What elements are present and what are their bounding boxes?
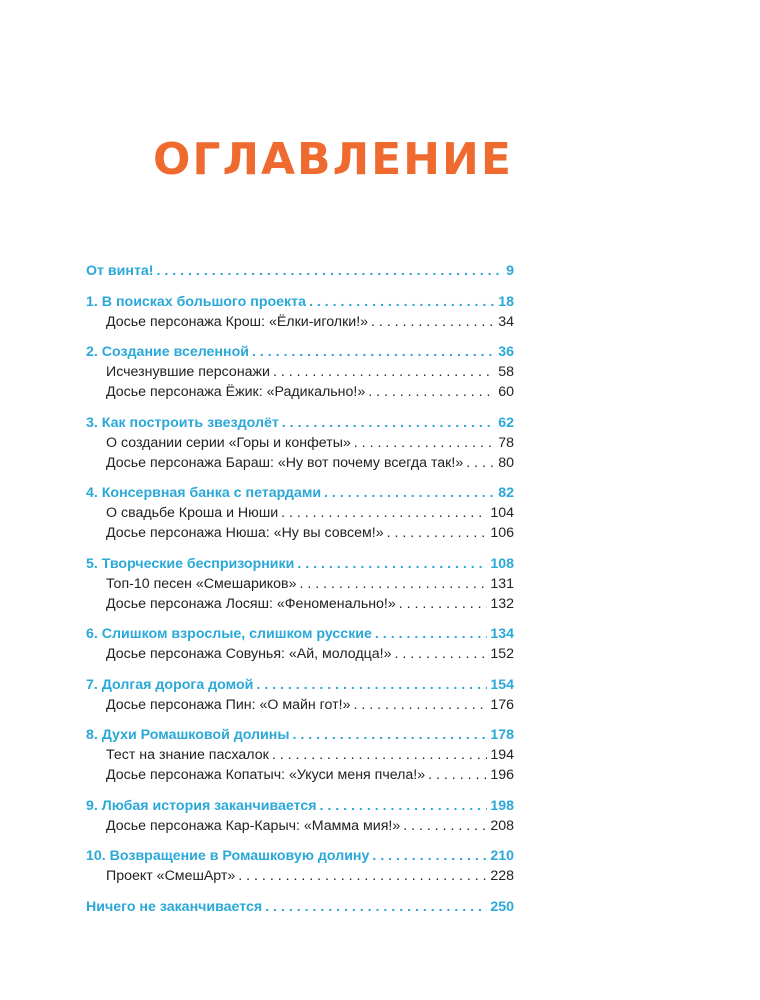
chapter-title: 4. Консервная банка с петардами [86,485,322,501]
toc-section [86,483,514,543]
page-title: ОГЛАВЛЕНИЕ [153,134,513,185]
dot-leader [256,675,487,695]
entry-title: Досье персонажа Копатыч: «Укуси меня пчела!» [106,767,426,783]
entry-title: Тест на знание пасхалок [106,747,269,763]
chapter-title: Ничего не заканчивается [86,898,263,915]
page-number: 106 [490,525,514,541]
toc-section [86,342,514,402]
dot-leader [265,897,487,917]
toc-chapter-entry[interactable] [86,483,514,503]
toc-sub-entry[interactable] [86,523,514,543]
dot-leader [371,312,495,332]
chapter-title: 1. В поисках большого проекта [86,293,306,310]
toc-sub-entry[interactable] [86,765,514,785]
dot-leader [299,574,487,594]
dot-leader [282,413,495,433]
page-number: 228 [490,868,514,884]
toc-chapter-entry[interactable] [86,342,514,362]
page-number: 178 [490,727,514,743]
toc-chapter-entry[interactable] [86,846,514,866]
toc-section [86,554,514,614]
page-number: 108 [490,555,514,572]
chapter-title: 7. Долгая дорога домой [86,676,254,693]
toc-chapter-entry[interactable] [86,796,514,816]
toc-chapter-entry[interactable] [86,292,514,312]
dot-leader [372,846,487,866]
toc-chapter-entry[interactable] [86,725,514,745]
toc-sub-entry[interactable] [86,695,514,715]
dot-leader [399,594,488,614]
toc-chapter-entry[interactable] [86,624,514,644]
page-number: 9 [506,263,514,279]
chapter-title: 5. Творческие беспризорники [86,555,295,572]
dot-leader [466,453,495,473]
dot-leader [292,725,487,745]
entry-title: Досье персонажа Крош: «Ёлки-иголки!» [106,313,369,330]
toc-section [86,897,514,917]
chapter-title: 6. Слишком взрослые, слишком русские [86,626,372,642]
dot-leader [272,745,488,765]
chapter-title: 9. Любая история заканчивается [86,797,317,814]
page-number: 250 [490,898,514,915]
page-number: 208 [490,817,514,834]
toc-sub-entry[interactable] [86,816,514,836]
page-number: 78 [498,434,514,451]
toc-sub-entry[interactable] [86,503,514,523]
entry-title: Досье персонажа Кар-Карыч: «Мамма мия!» [106,817,401,834]
toc-section [86,675,514,715]
page-number: 131 [490,575,514,592]
toc-sub-entry[interactable] [86,866,514,886]
entry-title: Досье персонажа Лосяш: «Феноменально!» [106,595,396,612]
page-number: 80 [498,454,514,471]
entry-title: Топ-10 песен «Смешариков» [106,575,297,592]
dot-leader [252,342,495,362]
dot-leader [354,433,495,453]
dot-leader [387,523,488,543]
dot-leader [157,261,504,281]
entry-title: О свадьбе Кроша и Нюши [106,505,279,521]
dot-leader [324,483,495,503]
chapter-title: От винта! [86,263,154,279]
toc-section [86,796,514,836]
page-number: 154 [490,676,514,693]
toc-sub-entry[interactable] [86,312,514,332]
entry-title: Досье персонажа Совунья: «Ай, молодца!» [106,646,392,662]
chapter-title: 2. Создание вселенной [86,344,249,360]
toc-chapter-entry[interactable] [86,413,514,433]
dot-leader [375,624,487,644]
page-number: 36 [498,344,514,360]
dot-leader [395,644,488,664]
page-number: 194 [490,747,514,763]
page-number: 210 [490,848,514,864]
page-number: 62 [498,414,514,431]
page-number: 60 [498,384,514,400]
toc-section [86,413,514,473]
toc-sub-entry[interactable] [86,362,514,382]
dot-leader [320,796,488,816]
entry-title: Досье персонажа Бараш: «Ну вот почему всегда так!» [106,454,464,471]
toc-section [86,725,514,785]
toc-sub-entry[interactable] [86,433,514,453]
dot-leader [368,382,495,402]
entry-title: Досье персонажа Пин: «О майн гот!» [106,696,351,713]
dot-leader [281,503,487,523]
toc-section [86,292,514,332]
toc-sub-entry[interactable] [86,382,514,402]
table-of-contents [86,261,514,927]
page-number: 132 [490,595,514,612]
toc-sub-entry[interactable] [86,574,514,594]
toc-chapter-entry[interactable] [86,675,514,695]
dot-leader [403,816,487,836]
dot-leader [238,866,487,886]
chapter-title: 10. Возвращение в Ромашковую долину [86,848,370,864]
toc-section [86,846,514,886]
toc-sub-entry[interactable] [86,453,514,473]
chapter-title: 3. Как построить звездолёт [86,414,279,431]
toc-section [86,261,514,281]
page-number: 196 [490,767,514,783]
toc-chapter-entry[interactable] [86,897,514,917]
page-number: 198 [490,797,514,814]
dot-leader [428,765,487,785]
page-number: 58 [498,364,514,380]
page-number: 176 [490,696,514,713]
dot-leader [297,554,487,574]
dot-leader [309,292,495,312]
toc-chapter-entry[interactable] [86,554,514,574]
page-number: 18 [498,293,514,310]
toc-sub-entry[interactable] [86,745,514,765]
dot-leader [273,362,495,382]
entry-title: Досье персонажа Ёжик: «Радикально!» [106,384,366,400]
toc-chapter-entry[interactable] [86,261,514,281]
page-number: 104 [490,505,514,521]
toc-section [86,624,514,664]
toc-sub-entry[interactable] [86,644,514,664]
chapter-title: 8. Духи Ромашковой долины [86,727,290,743]
page-number: 134 [490,626,514,642]
toc-sub-entry[interactable] [86,594,514,614]
entry-title: Досье персонажа Нюша: «Ну вы совсем!» [106,525,384,541]
page-number: 82 [498,485,514,501]
dot-leader [353,695,487,715]
page-number: 34 [498,313,514,330]
entry-title: Проект «СмешАрт» [106,868,236,884]
entry-title: О создании серии «Горы и конфеты» [106,434,351,451]
page-number: 152 [490,646,514,662]
entry-title: Исчезнувшие персонажи [106,364,270,380]
